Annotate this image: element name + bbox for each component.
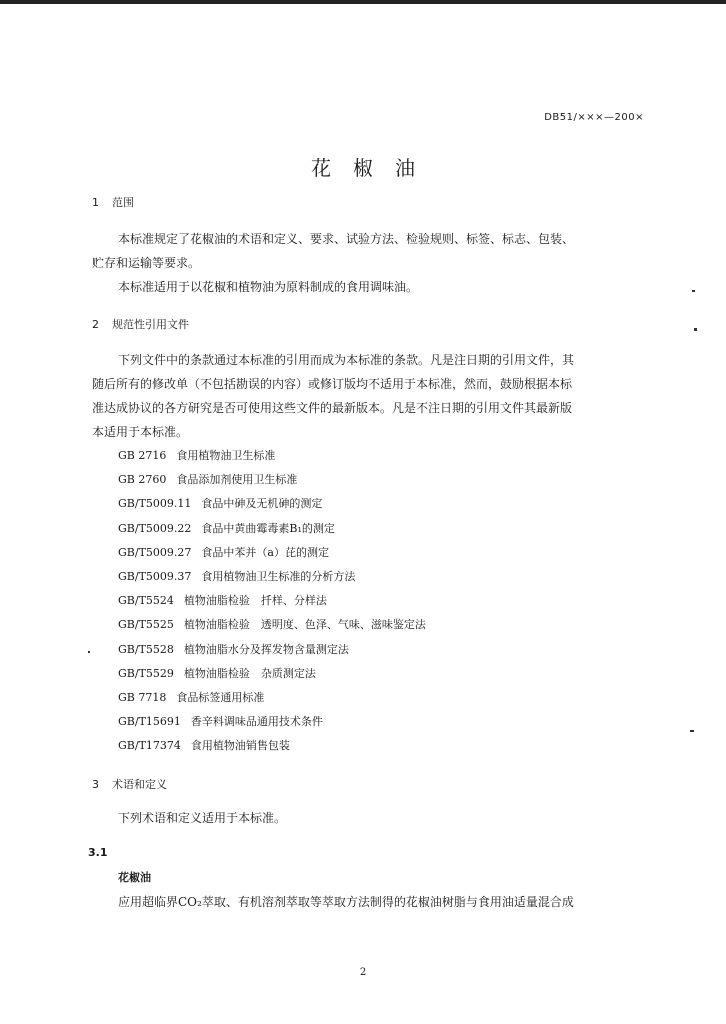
reference-item — [118, 734, 426, 758]
reference-title: 香辛料调味品通用技术条件 — [190, 715, 323, 729]
reference-code: GB/T5009.27 — [118, 545, 192, 559]
reference-item — [118, 468, 426, 492]
reference-title: 食用植物油卫生标准 — [176, 449, 276, 462]
reference-item — [118, 589, 426, 613]
reference-code: GB/T5009.22 — [118, 521, 192, 535]
reference-title: 食品中砷及无机砷的测定 — [201, 497, 323, 511]
reference-code: GB 2716 — [118, 449, 167, 462]
section-number: 1 — [92, 196, 99, 209]
reference-title: 食品中黄曲霉毒素B₁的测定 — [201, 521, 335, 535]
reference-title: 食用植物油卫生标准的分析方法 — [201, 569, 356, 583]
reference-item — [118, 613, 426, 637]
term-name: 花椒油 — [118, 871, 151, 884]
section-2-intro-line2: 随后所有的修改单（不包括勘误的内容）或修订版均不适用于本标准，然而，鼓励根据本标 — [92, 377, 573, 391]
section-2-intro-line1: 下列文件中的条款通过本标准的引用而成为本标准的条款。凡是注日期的引用文件，其 — [118, 353, 575, 367]
section-3-intro: 下列术语和定义适用于本标准。 — [118, 811, 287, 825]
section-number: 3 — [92, 778, 99, 791]
reference-code: GB/T5009.11 — [118, 497, 192, 511]
page-number: 2 — [359, 967, 367, 978]
reference-code: GB/T5524 — [118, 594, 174, 608]
reference-code: GB/T5525 — [118, 618, 174, 632]
section-3-heading — [92, 776, 167, 792]
reference-item — [118, 444, 426, 468]
reference-title: 食品标签通用标准 — [176, 690, 265, 704]
section-2-heading — [92, 316, 189, 332]
subsection-number: 3.1 — [88, 846, 108, 859]
reference-code: GB/T5528 — [118, 642, 174, 656]
reference-item — [118, 638, 426, 662]
reference-title: 食品中苯并（a）芘的测定 — [201, 545, 329, 559]
reference-item — [118, 662, 426, 686]
reference-item — [118, 517, 426, 541]
reference-code: GB/T15691 — [118, 715, 181, 729]
scan-speck — [88, 651, 90, 653]
section-number: 2 — [92, 318, 99, 331]
reference-code: GB/T5529 — [118, 666, 174, 680]
reference-title: 植物油脂水分及挥发物含量测定法 — [183, 642, 349, 656]
reference-title: 植物油脂检验 杂质测定法 — [183, 666, 316, 680]
reference-title: 植物油脂检验 扦样、分样法 — [183, 594, 327, 608]
reference-code: GB 2760 — [118, 473, 167, 487]
document-id: DB51/×××—200× — [544, 112, 644, 123]
section-title: 范围 — [112, 196, 134, 209]
scan-speck — [692, 290, 695, 292]
top-border-rule — [0, 0, 726, 4]
section-1-para1-line2: 贮存和运输等要求。 — [92, 256, 201, 270]
section-1-para1-line1: 本标准规定了花椒油的术语和定义、要求、试验方法、检验规则、标签、标志、包装、 — [118, 232, 575, 246]
reference-item — [118, 541, 426, 565]
document-title: 花椒油 — [311, 156, 437, 180]
section-2-intro-line4: 本适用于本标准。 — [92, 425, 189, 439]
reference-item — [118, 710, 426, 734]
scan-speck — [694, 328, 697, 331]
reference-code: GB 7718 — [118, 690, 167, 704]
section-title: 术语和定义 — [112, 778, 167, 791]
scan-speck — [690, 730, 694, 732]
reference-title: 食品添加剂使用卫生标准 — [176, 473, 298, 487]
reference-code: GB/T17374 — [118, 739, 181, 753]
reference-code: GB/T5009.37 — [118, 569, 192, 583]
section-1-heading — [92, 194, 134, 210]
reference-item — [118, 492, 426, 516]
reference-title: 植物油脂检验 透明度、色泽、气味、滋味鉴定法 — [183, 618, 426, 632]
reference-title: 食用植物油销售包装 — [190, 739, 290, 753]
section-title: 规范性引用文件 — [112, 318, 189, 331]
section-1-para2: 本标准适用于以花椒和植物油为原料制成的食用调味油。 — [118, 280, 419, 294]
term-definition: 应用超临界CO₂萃取、有机溶剂萃取等萃取方法制得的花椒油树脂与食用油适量混合成 — [118, 895, 574, 909]
reference-item — [118, 565, 426, 589]
section-2-intro-line3: 准达成协议的各方研究是否可使用这些文件的最新版本。凡是不注日期的引用文件其最新版 — [92, 401, 573, 415]
normative-reference-list — [118, 444, 426, 758]
reference-item — [118, 686, 426, 710]
